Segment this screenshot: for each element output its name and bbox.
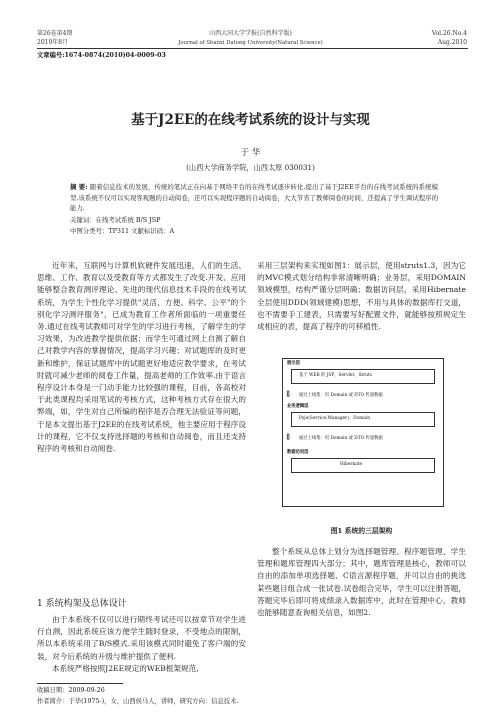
article-number: 文章编号:1674-0874(2010)04-0009-03 [37,52,166,59]
date-right: Aug.2010 [437,39,467,46]
layer1-content: 基于 WEB 的 JSP、Servlet、Struts [299,373,372,378]
abstract-label: 摘 要: [70,183,88,191]
layer3-title: 数据访问层 [287,450,309,455]
header-rule [37,48,468,49]
author-info: 作者简介：于华(1975-)，女，山西侯马人，讲师，研究方向：信息技术. [37,698,239,705]
left-column [37,260,246,455]
keywords: 关键词：在线考试系统 B/S JSP [70,216,161,224]
date-left: 2010年8月 [37,39,69,46]
right-column-lower [257,546,466,619]
arrow-down-icon: ⇕ [284,390,292,400]
journal-title-cn: 山西大同大学学报(自然科学版) [209,30,292,37]
layer2-title: 业务逻辑层 [287,404,309,409]
affiliation: (山西大学商务学院，山西太原 030031) [186,163,315,172]
left-column-lower [37,614,246,675]
layer1-title: 展示层 [287,361,300,366]
section-heading: 1 系统构架及总体设计 [37,599,127,609]
classification: 中图分类号：TP311 文献标识码：A [70,227,175,235]
paper-title: 基于J2EE的在线考试系统的设计与实现 [131,112,370,128]
architecture-paragraph: 采用三层架构来实现如图1：展示层，使用struts1.3，因为它的MVC模式划分结构非常清晰明确；业务层，采用DOMAIN领域模型，结构严谨分层明确；数据访问层，采用Hibernate全层使用DDD(领域建模)思想，不用与具体的数据库打交道，也不需要手工建表，只需要写好配置文件，就能够按照规定生成相应的表，提高了程序的可移植性. [257,261,466,332]
section1-paragraph2: 本系统严格按照J2EE规定的WEB框架规范, [52,663,199,673]
arrow2-label: 通过上线集：用 Domain 或 DTO 传递数据 [299,436,383,441]
volume-left: 第26卷第4期 [37,30,73,37]
section1-paragraph1: 由于本系统不仅可以进行期终考试还可以按章节对学生进行自测，因此系统应该方便学生随时登录，不受地点的限制，所以本系统采用了B/S模式.采用该模式同时避免了客户端的安装，对今后系统的升级与维护提供了便利. [37,615,246,661]
volume-right: Vol.26.No.4 [431,30,467,37]
right-column [257,260,466,333]
layer3-box [291,458,435,473]
footnote-rule [37,683,123,684]
layer2-content: Pojo(Service,Manager)、Domain [299,416,370,421]
figure-caption: 图1 系统的三层架构 [330,527,393,535]
layer3-content: Hibernate [340,462,363,467]
arrow-down-icon: ⇕ [284,433,292,443]
abstract-text: 随着信息技术的发展，传统的笔试正在向基于网络平台的在线考试逐步转化.提出了基于J2EE平台的在线考试系统的系统模型.该系统不仅可以实现客观题的自动阅卷，还可以实现程序题的自动阅卷，大大节省了教师阅卷的时间，还提高了学生调试程序的能力. [70,183,438,212]
author-name: 于 华 [240,148,261,158]
intro-paragraph: 近年来，互联网与计算机软硬件发展迅速，人们的生活、思维、工作、教育以及受教育等方式都发生了改变.开发、应用能够整合教育测评理论、先进的现代信息技术手段的在线考试系统，为学生个性化学习提供"灵活、方便、科学、公平"的个别化学习测评服务"，已成为教育工作者所面临的一项重要任务.通过在线考试教师可对学生的学习进行考核，了解学生的学习效果，为改进教学提供依据；而学生可通过网上自测了解自己对教学内容的掌握情况，提高学习兴趣；对试题库的及时更新和维护，保证试题库中的试题更好地适应教学要求，在考试时就可减少老师的阅卷工作量，提高老师的工作效率.由于语言程序设计本身是一门动手能力比较强的课程，目前，各高校对于此类课程均采用笔试的考核方式，这种考核方式存在很大的弊端，如，学生对自己所编的程序是否合理无法验证等问题，于是本文提出基于J2EE的在线考试系统，他主要应用于程序设计的课程，它不仅支持选择题的考核和自动阅卷，而且还支持程序的考核和自动阅卷. [37,261,246,454]
abstract [70,182,438,214]
arrow1-label: 通过上线集：用 Domain 或 DTO 传递数据 [299,393,383,398]
received-date: 收稿日期：2009-09-26 [37,687,105,694]
journal-title-en: Journal of Shanxi Datong University(Natural Science) [178,40,323,46]
system-overview-paragraph: 整个系统从总体上划分为选择题管理、程序题管理、学生管理和题库管理四大部分；其中，题库管理是核心，教师可以自由的添加单项选择题、C语言源程序题，并可以自由的挑选某些题目组合成一张试卷.试卷组合完毕，学生可以注册答题，答题完毕后即可将成绩录入数据库中，此时在管理中心，教师也能够随意查询相关信息，如图2. [257,547,466,618]
